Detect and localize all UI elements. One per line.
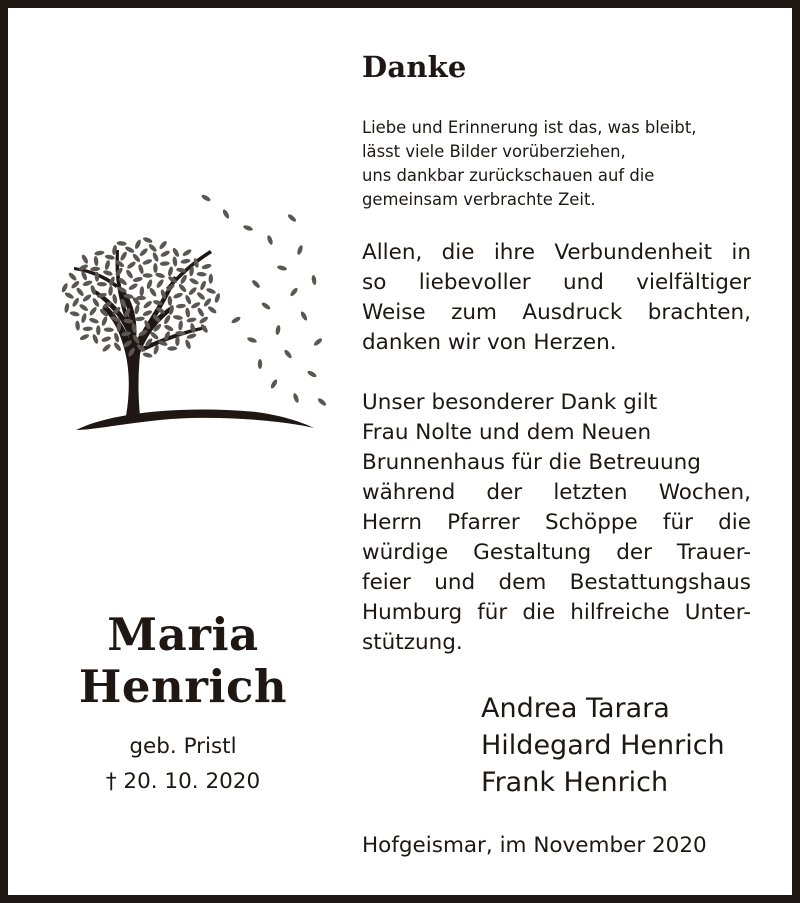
leaf-icon [139, 247, 149, 257]
signer-name: Hildegard Henrich [481, 730, 725, 761]
leaf-icon [172, 256, 178, 267]
leaf-icon [142, 352, 153, 359]
leaf-icon [277, 265, 288, 272]
place-date: Hofgeismar, im November 2020 [362, 833, 707, 858]
leaf-icon [251, 279, 261, 289]
leaf-icon [112, 294, 118, 305]
leaf-icon [189, 277, 200, 285]
leaf-icon [83, 326, 93, 331]
leaf-icon [167, 266, 174, 277]
leaf-icon [93, 256, 99, 266]
paragraph-line: feier und dem Bestattungshaus [362, 570, 751, 595]
paragraph-line: Unser besonderer Dank gilt [362, 390, 658, 415]
leaf-icon [231, 316, 242, 325]
paragraph-line: Frau Nolte und dem Neuen [362, 420, 652, 445]
leaf-icon [206, 287, 217, 295]
leaf-icon [80, 313, 87, 324]
leaf-icon [163, 324, 174, 332]
paragraph-line: Herrn Pfarrer Schöppe für die [362, 510, 751, 535]
leaf-icon [104, 260, 111, 271]
verse-line: uns dankbar zurückschauen auf die [362, 166, 655, 185]
verse-line: gemeinsam verbrachte Zeit. [362, 190, 596, 209]
leaf-icon [139, 286, 144, 296]
paragraph-line: Humburg für die hilfreiche Unter- [362, 600, 751, 625]
leaf-icon [137, 264, 144, 275]
signers [481, 690, 725, 801]
leaf-icon [81, 254, 90, 265]
thanks-paragraph-2 [362, 388, 751, 658]
leaf-icon [184, 294, 192, 305]
leaf-icon [160, 250, 171, 258]
leaf-icon [243, 224, 254, 232]
leaf-icon [142, 258, 153, 266]
deceased-first-name: Maria [107, 608, 259, 661]
leaf-icon [146, 279, 154, 290]
leaf-icon [61, 282, 69, 293]
leaf-icon [96, 325, 100, 335]
leaf-icon [134, 304, 140, 315]
leaf-icon [184, 339, 192, 350]
leaf-icon [148, 287, 157, 298]
verse [362, 116, 762, 212]
leaf-icon [94, 250, 105, 256]
leaf-icon [75, 320, 80, 330]
leaf-icon [167, 346, 177, 351]
heading-danke: Danke [362, 50, 467, 84]
leaf-icon [182, 248, 193, 257]
leaf-icon [101, 316, 109, 327]
leaf-icon [178, 283, 188, 293]
leaf-icon [311, 275, 317, 286]
paragraph-line: danken wir von Herzen. [362, 330, 617, 355]
paragraph-line: Allen, die ihre Verbundenheit in [362, 240, 751, 265]
leaf-icon [142, 309, 153, 317]
leaf-icon [167, 296, 172, 306]
deceased-last-name: Henrich [78, 660, 288, 713]
thanks-paragraph-1 [362, 238, 751, 358]
leaf-icon [196, 307, 205, 318]
leaf-icon [143, 273, 153, 278]
leaf-icon [186, 317, 197, 323]
leaf-icon [88, 306, 98, 317]
leaf-icon [270, 379, 279, 390]
leaf-icon [153, 263, 158, 273]
leaf-icon [64, 303, 70, 314]
paragraph-line: stützung. [362, 630, 463, 655]
verse-line: lässt viele Bilder vorüberziehen, [362, 142, 626, 161]
leaf-icon [132, 276, 143, 283]
leaf-icon [101, 335, 112, 342]
leaf-icon [266, 235, 274, 246]
leaf-icon [247, 336, 258, 344]
leaf-icon [171, 247, 180, 258]
signer-name: Frank Henrich [481, 767, 669, 798]
leaf-icon [134, 239, 142, 250]
leaf-icon [160, 261, 170, 266]
leaf-icon [126, 260, 137, 270]
leaf-icon [258, 359, 262, 369]
leaf-icon [283, 349, 293, 359]
leaf-icon [199, 280, 207, 291]
leaf-icon [79, 333, 90, 341]
leaf-icon [201, 263, 212, 270]
death-date: † 20. 10. 2020 [105, 769, 261, 794]
leaf-icon [176, 303, 186, 308]
tree-with-falling-leaves-icon [56, 188, 346, 443]
leaf-icon [64, 291, 75, 300]
leaf-icon [158, 240, 168, 250]
paragraph-line: würdige Gestaltung der Trauer- [362, 540, 751, 565]
leaf-icon [142, 300, 153, 310]
leaf-icon [292, 393, 300, 404]
leaf-icon [214, 293, 221, 304]
leaf-icon [135, 316, 145, 322]
signer-name: Andrea Tarara [481, 693, 670, 724]
leaf-icon [108, 286, 113, 296]
leaf-icon [275, 325, 281, 336]
leaf-icon [128, 282, 139, 291]
leaf-icon [289, 287, 299, 297]
leaf-icon [208, 274, 213, 284]
leaf-icon [68, 272, 78, 282]
leaf-icon [90, 266, 100, 271]
leaf-icon [104, 254, 115, 260]
leaf-icon [300, 311, 309, 322]
leaf-icon [207, 305, 218, 315]
leaf-icon [119, 251, 128, 262]
leaf-icon [188, 286, 198, 296]
leaf-icon [97, 282, 107, 287]
leaf-icon [104, 327, 114, 332]
leaf-icon [113, 332, 120, 343]
leaf-icon [155, 272, 166, 279]
birth-name: geb. Pristl [129, 734, 237, 759]
leaf-icon [261, 301, 272, 310]
leaf-icon [222, 209, 231, 220]
leaf-icon [178, 320, 184, 330]
leaf-icon [307, 370, 318, 379]
leaf-icon [196, 291, 206, 301]
leaf-icon [88, 317, 99, 324]
leaf-icon [113, 341, 123, 352]
leaf-icon [152, 252, 160, 263]
leaf-icon [142, 236, 153, 244]
leaf-icon [75, 287, 85, 298]
leaf-icon [198, 315, 209, 324]
leaf-icon [296, 245, 304, 256]
leaf-icon [317, 397, 327, 407]
leaf-icon [155, 278, 164, 289]
leaf-icon [173, 292, 184, 300]
leaf-icon [78, 303, 89, 312]
leaf-icon [91, 297, 100, 308]
leaf-icon [69, 311, 80, 318]
leaf-icon [116, 241, 126, 246]
leaf-icon [185, 307, 191, 318]
paragraph-line: so liebevoller und vielfältiger [362, 270, 751, 295]
paragraph-line: Weise zum Ausdruck brachten, [362, 300, 751, 325]
leaf-icon [101, 343, 111, 353]
paragraph-line: Brunnenhaus für die Betreuung [362, 450, 701, 475]
leaf-icon [102, 269, 113, 276]
leaf-icon [313, 337, 323, 347]
paragraph-line: während der letzten Wochen, [362, 480, 751, 505]
leaf-icon [148, 243, 158, 253]
leaf-icon [201, 194, 212, 203]
leaf-icon [95, 272, 100, 282]
verse-line: Liebe und Erinnerung ist das, was bleibt, [362, 118, 697, 137]
leaf-icon [196, 272, 206, 277]
leaf-icon [125, 269, 134, 280]
leaf-icon [173, 314, 184, 320]
leaf-icon [287, 213, 297, 223]
leaf-icon [180, 258, 191, 264]
